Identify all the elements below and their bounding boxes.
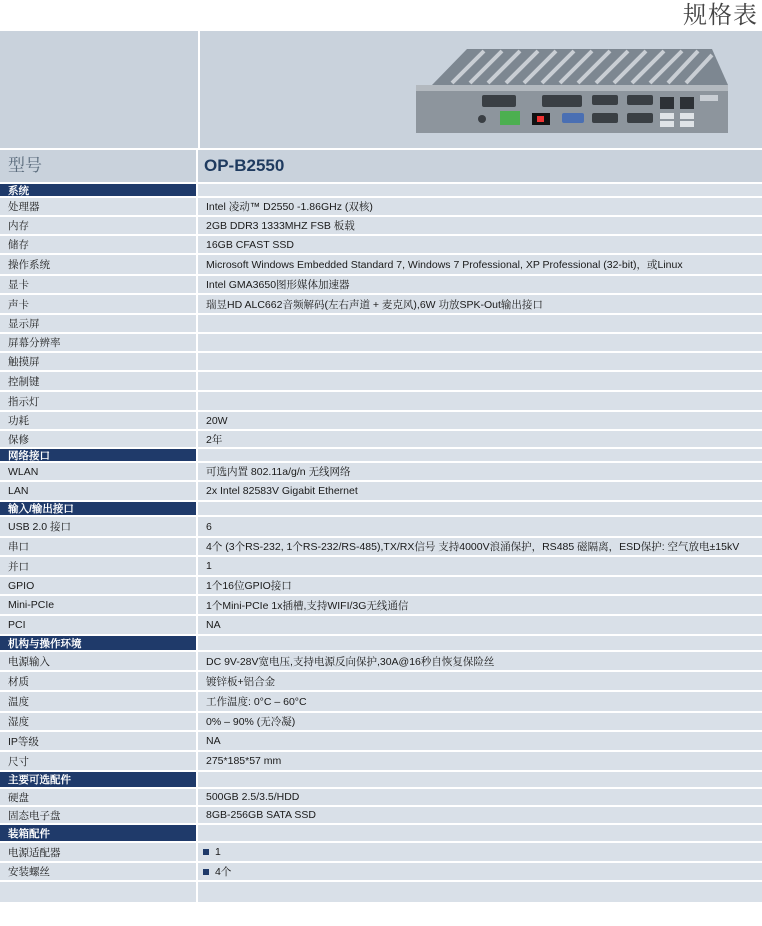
spec-value: [198, 807, 762, 823]
spec-key: 保修: [0, 431, 198, 447]
section-header-blank: [198, 772, 762, 787]
spec-value-text: 1个16位GPIO接口: [206, 580, 292, 592]
section-header: [0, 634, 762, 650]
spec-sheet: [0, 31, 762, 902]
spec-row: [0, 274, 762, 293]
spec-key: 显卡: [0, 276, 198, 293]
spec-row: [0, 515, 762, 536]
spec-value: [198, 392, 762, 410]
spec-key: 电源输入: [0, 652, 198, 670]
spec-value-text: 2x Intel 82583V Gigabit Ethernet: [206, 485, 358, 497]
spec-row: [0, 594, 762, 614]
section-header-blank: [198, 825, 762, 841]
spec-value-text: 4个: [215, 866, 232, 878]
spec-rows: [0, 182, 762, 902]
product-image-cell: [200, 31, 762, 148]
spec-key: USB 2.0 接口: [0, 517, 198, 536]
spec-value-text: 可选内置 802.11a/g/n 无线网络: [206, 466, 351, 478]
spec-value: [198, 255, 762, 274]
spec-key: 处理器: [0, 198, 198, 215]
spec-row: [0, 351, 762, 370]
spec-key: 屏幕分辨率: [0, 334, 198, 351]
square-bullet-icon: [203, 869, 209, 875]
spec-value-text: 1: [215, 846, 221, 858]
spec-key: 材质: [0, 672, 198, 690]
spec-row: [0, 805, 762, 823]
section-header-blank: [198, 449, 762, 461]
spec-value: [198, 672, 762, 690]
spec-row: [0, 614, 762, 634]
spec-row: [0, 650, 762, 670]
spec-value: [198, 334, 762, 351]
spec-row: [0, 861, 762, 880]
section-header: [0, 770, 762, 787]
product-image-row: [0, 31, 762, 148]
spec-key: [0, 882, 198, 902]
spec-value-text: 2年: [206, 433, 223, 446]
spec-value-text: 镀锌板+铝合金: [206, 675, 276, 688]
spec-row: [0, 332, 762, 351]
spec-value: [198, 236, 762, 253]
spec-value-text: 2GB DDR3 1333MHZ FSB 板载: [206, 220, 355, 232]
spec-value: [198, 692, 762, 711]
spec-value: [198, 882, 762, 902]
spec-key: GPIO: [0, 577, 198, 594]
spec-key: 串口: [0, 538, 198, 555]
spec-key: 湿度: [0, 713, 198, 730]
spec-value: [198, 372, 762, 390]
spec-row: [0, 711, 762, 730]
spec-key: 尺寸: [0, 752, 198, 770]
section-header: [0, 447, 762, 461]
section-title: 网络接口: [0, 449, 198, 461]
spec-key: PCI: [0, 616, 198, 634]
spec-row: [0, 730, 762, 750]
spec-row: [0, 670, 762, 690]
spec-row: [0, 880, 762, 902]
spec-row: [0, 536, 762, 555]
spec-value-text: Microsoft Windows Embedded Standard 7, Windows 7 Professional, XP Professional (32-bit)，或Linux: [206, 259, 683, 271]
fanless-pc-image: [412, 45, 730, 135]
spec-value-text: 1个Mini-PCIe 1x插槽,支持WIFI/3G无线通信: [206, 599, 409, 612]
spec-value: [198, 412, 762, 429]
spec-key: 显示屏: [0, 315, 198, 332]
section-title: 主要可选配件: [0, 772, 198, 787]
spec-key: 指示灯: [0, 392, 198, 410]
spec-value: [198, 863, 762, 880]
spec-value: [198, 482, 762, 500]
spec-row: [0, 313, 762, 332]
spec-key: 功耗: [0, 412, 198, 429]
product-image-label-cell: [0, 31, 200, 148]
spec-value-text: 6: [206, 520, 212, 533]
section-title: 机构与操作环境: [0, 636, 198, 650]
spec-value: [198, 538, 762, 555]
spec-key: 操作系统: [0, 255, 198, 274]
section-title: 输入/输出接口: [0, 502, 198, 515]
spec-key: 并口: [0, 557, 198, 575]
spec-row: [0, 841, 762, 861]
spec-row: [0, 215, 762, 234]
section-header: [0, 182, 762, 196]
spec-value: [198, 652, 762, 670]
spec-value-text: 4个 (3个RS-232, 1个RS-232/RS-485),TX/RX信号 支持4000V浪涌保护，RS485 磁隔离，ESD保护: 空气放电±15kV: [206, 541, 740, 553]
model-value: OP-B2550: [204, 156, 285, 175]
page-title: 规格表: [683, 1, 758, 29]
spec-value-text: 瑞昱HD ALC662音频解码(左右声道 + 麦克风),6W 功放SPK-Out输出接口: [206, 298, 543, 311]
spec-row: [0, 555, 762, 575]
spec-row: [0, 461, 762, 480]
section-header-blank: [198, 636, 762, 650]
spec-value: [198, 315, 762, 332]
spec-value: [198, 616, 762, 634]
spec-key: 安装螺丝: [0, 863, 198, 880]
section-title: 装箱配件: [0, 825, 198, 841]
section-header: [0, 500, 762, 515]
spec-row: [0, 390, 762, 410]
spec-key: 温度: [0, 692, 198, 711]
spec-row: [0, 410, 762, 429]
spec-value-text: 500GB 2.5/3.5/HDD: [206, 791, 300, 803]
section-header-blank: [198, 184, 762, 196]
spec-value: [198, 431, 762, 447]
spec-key: 声卡: [0, 295, 198, 313]
spec-row: [0, 429, 762, 447]
spec-row: [0, 370, 762, 390]
spec-key: 储存: [0, 236, 198, 253]
spec-row: [0, 750, 762, 770]
spec-value: [198, 732, 762, 750]
spec-key: 电源适配器: [0, 843, 198, 861]
spec-key: WLAN: [0, 463, 198, 480]
spec-value: [198, 596, 762, 614]
square-bullet-icon: [203, 849, 209, 855]
spec-value-text: NA: [206, 619, 221, 631]
spec-value-text: 8GB-256GB SATA SSD: [206, 809, 316, 821]
spec-row: [0, 234, 762, 253]
spec-value-text: 20W: [206, 414, 228, 427]
spec-value-text: 16GB CFAST SSD: [206, 238, 294, 251]
spec-value: [198, 752, 762, 770]
spec-value: [198, 557, 762, 575]
spec-value-text: 工作温度: 0°C – 60°C: [206, 696, 307, 708]
spec-key: 触摸屏: [0, 353, 198, 370]
spec-value: [198, 276, 762, 293]
spec-row: [0, 480, 762, 500]
spec-value-text: 0% – 90% (无冷凝): [206, 716, 296, 728]
spec-key: IP等级: [0, 732, 198, 750]
spec-value: [198, 198, 762, 215]
section-header: [0, 823, 762, 841]
spec-value: [198, 577, 762, 594]
spec-row: [0, 690, 762, 711]
spec-value-text: 275*185*57 mm: [206, 755, 282, 767]
spec-value-text: 1: [206, 560, 212, 572]
spec-value-text: Intel 凌动™ D2550 -1.86GHz (双核): [206, 201, 373, 213]
spec-value-text: Intel GMA3650图形媒体加速器: [206, 279, 350, 291]
spec-key: 硬盘: [0, 789, 198, 805]
spec-key: Mini-PCIe: [0, 596, 198, 614]
spec-key: 内存: [0, 217, 198, 234]
model-label: 型号: [0, 150, 198, 182]
spec-row: [0, 253, 762, 274]
spec-value-text: NA: [206, 735, 221, 747]
section-title: 系统: [0, 184, 198, 196]
spec-value: [198, 843, 762, 861]
model-row: [0, 148, 762, 182]
section-header-blank: [198, 502, 762, 515]
spec-key: 控制键: [0, 372, 198, 390]
spec-row: [0, 575, 762, 594]
spec-row: [0, 196, 762, 215]
spec-value: [198, 463, 762, 480]
spec-key: LAN: [0, 482, 198, 500]
spec-row: [0, 787, 762, 805]
spec-value: [198, 295, 762, 313]
spec-key: 固态电子盘: [0, 807, 198, 823]
spec-row: [0, 293, 762, 313]
spec-value: [198, 217, 762, 234]
spec-value: [198, 713, 762, 730]
spec-value: [198, 517, 762, 536]
spec-value-text: DC 9V-28V宽电压,支持电源反向保护,30A@16秒自恢复保险丝: [206, 655, 495, 668]
spec-value: [198, 789, 762, 805]
spec-value: [198, 353, 762, 370]
